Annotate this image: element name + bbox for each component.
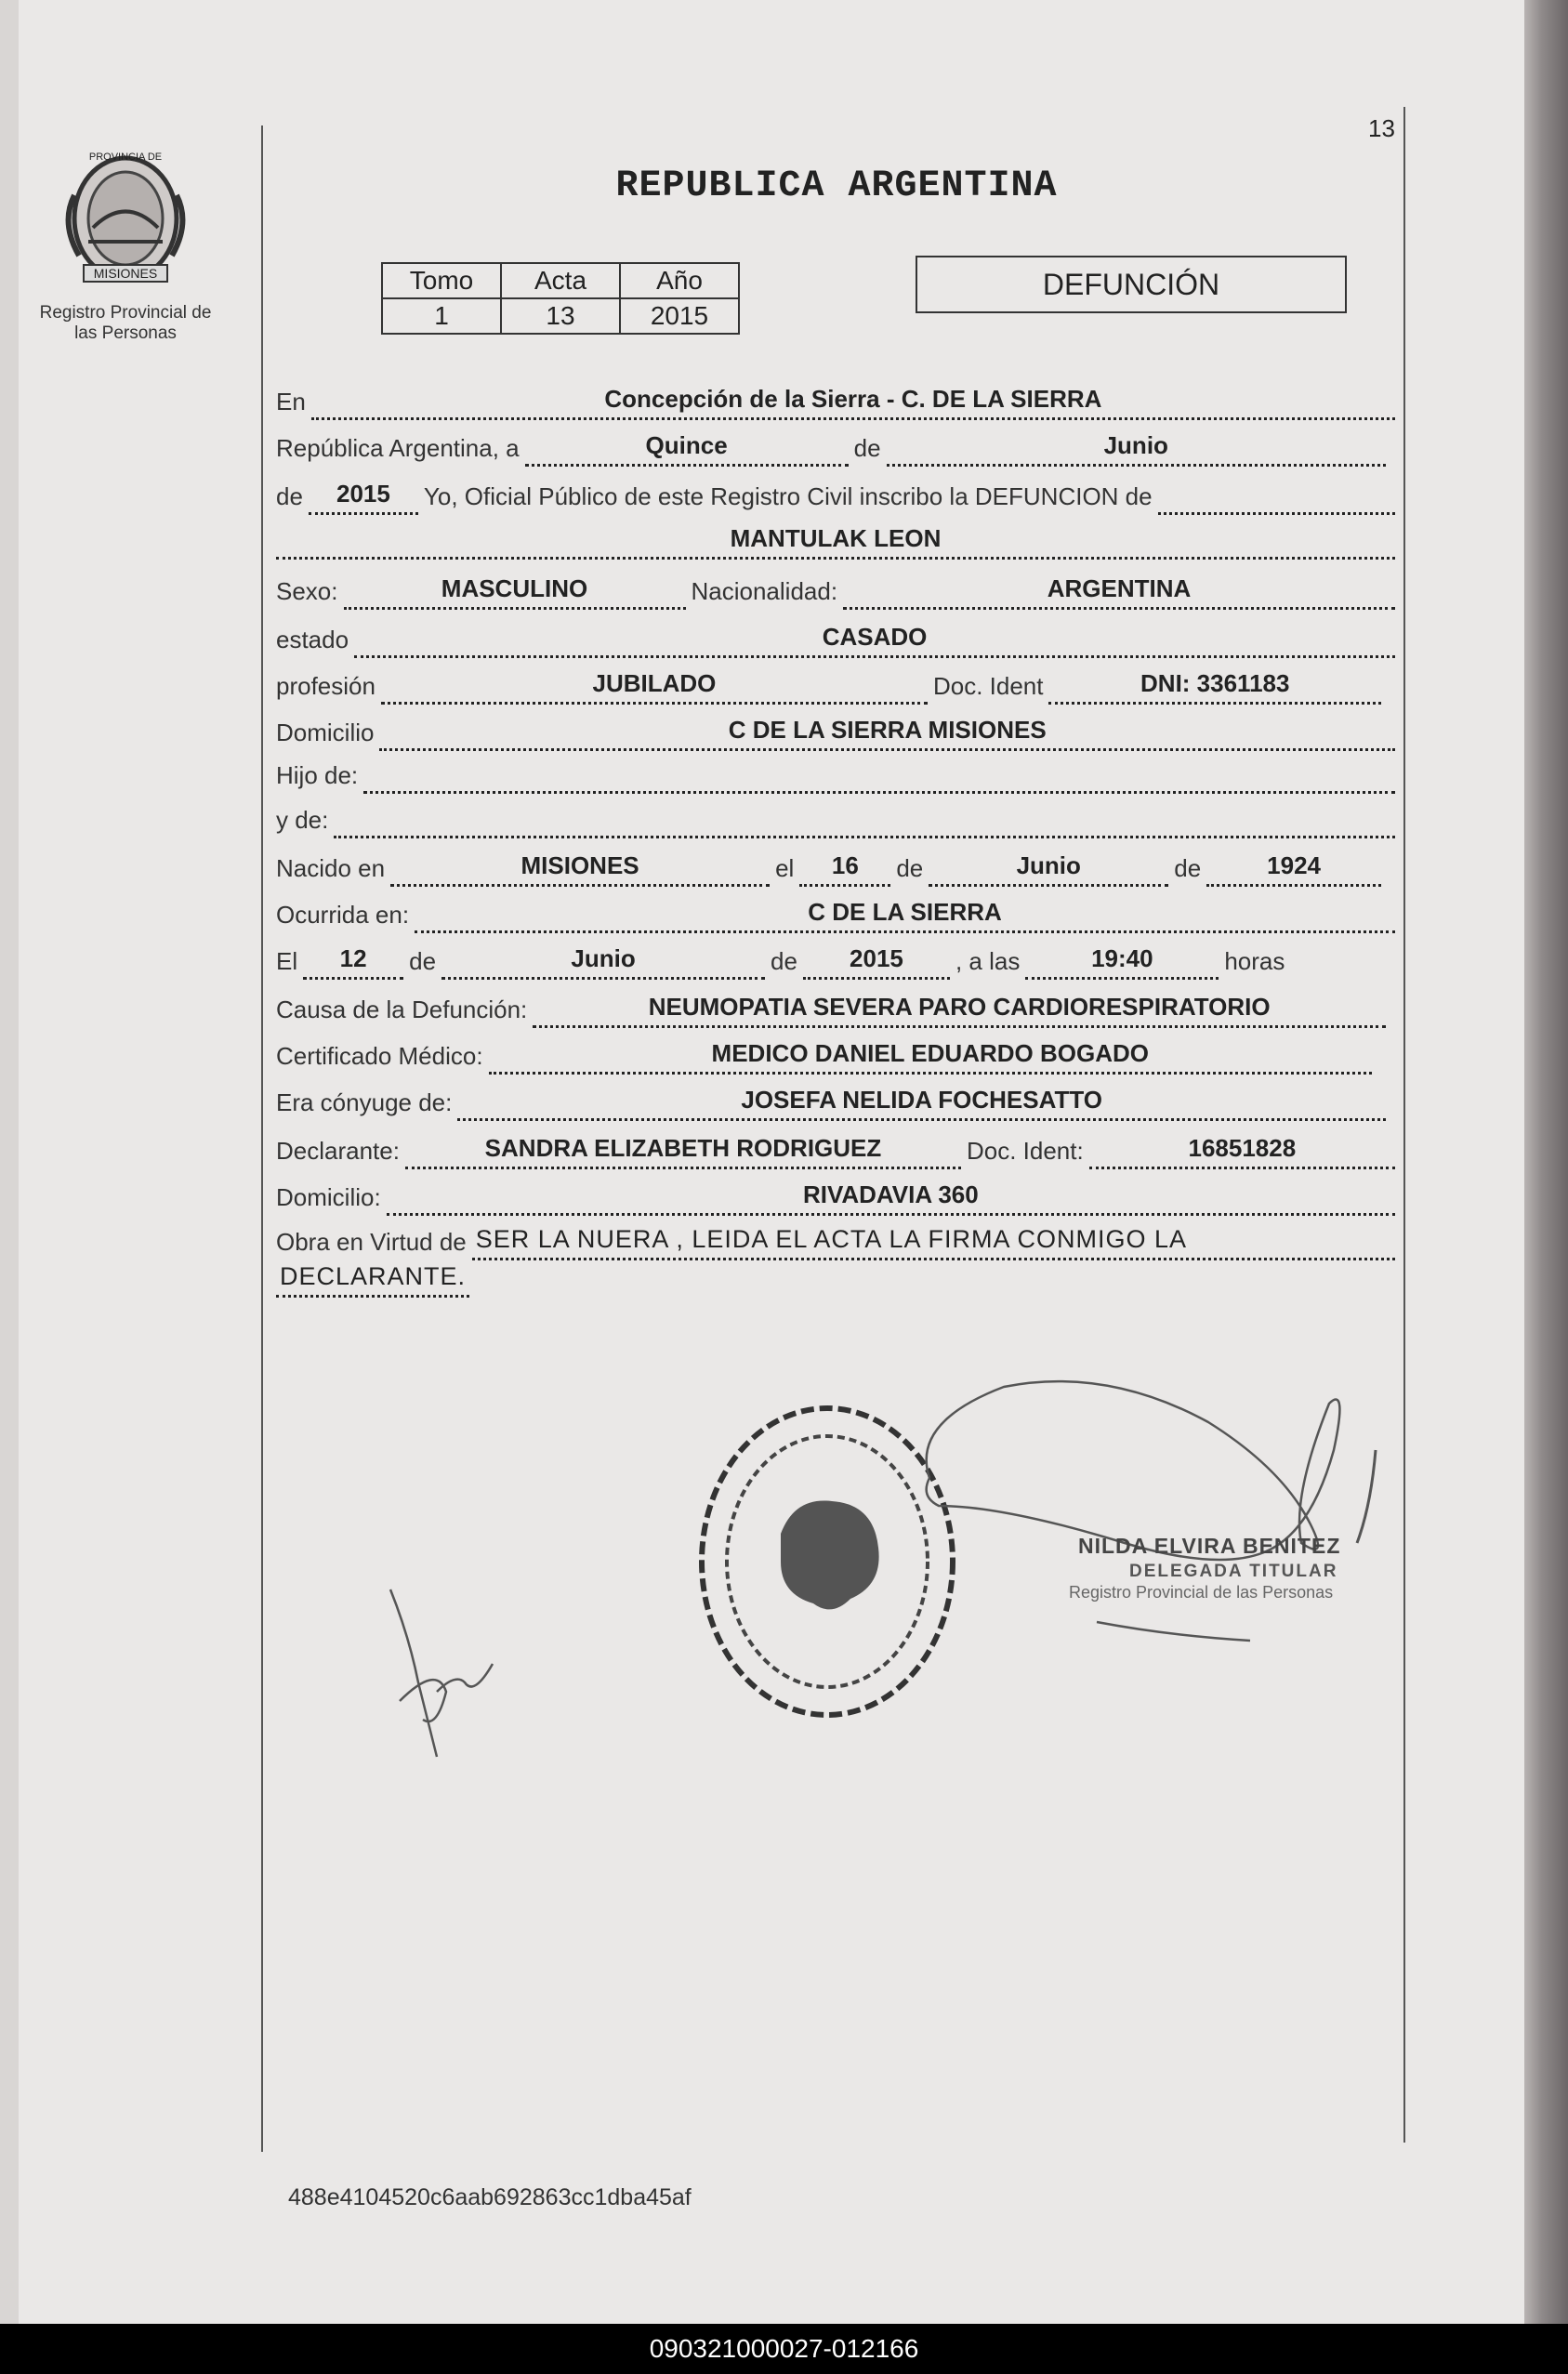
ref-value-acta: 13 — [501, 298, 620, 334]
label-yde: y de: — [276, 806, 329, 834]
row-domicilio2 — [276, 1179, 1401, 1216]
official-stamp-org: Registro Provincial de las Personas — [1069, 1583, 1334, 1602]
provincial-seal-icon — [56, 139, 195, 288]
field-nacido-dia: 16 — [799, 851, 890, 887]
row-declarante — [276, 1132, 1401, 1169]
field-dia-texto: Quince — [525, 431, 849, 467]
page-number: 13 — [1368, 114, 1395, 142]
label-causa: Causa de la Defunción: — [276, 996, 528, 1023]
document-hash: 488e4104520c6aab692863cc1dba45af — [288, 2184, 692, 2210]
label-de-nac2: de — [1174, 854, 1202, 882]
document-type-box: DEFUNCIÓN — [916, 256, 1347, 313]
row-anio — [276, 478, 1401, 515]
field-doc-ident: DNI: 3361183 — [1048, 669, 1381, 705]
label-doc-ident2: Doc. Ident: — [966, 1137, 1084, 1165]
field-def-dia: 12 — [303, 944, 403, 980]
official-stamp-role: DELEGADA TITULAR — [1129, 1562, 1338, 1581]
field-blank — [1158, 508, 1395, 515]
label-en: En — [276, 388, 306, 415]
field-domicilio2: RIVADAVIA 360 — [387, 1180, 1395, 1216]
field-obra-line2: DECLARANTE. — [276, 1262, 469, 1298]
field-nombre: MANTULAK LEON — [276, 524, 1395, 560]
label-sexo: Sexo: — [276, 577, 338, 605]
ref-header-anio: Año — [620, 263, 739, 298]
inscribo-text: Yo, Oficial Público de este Registro Civil inscribo la DEFUNCION de — [423, 482, 1153, 510]
row-domicilio — [276, 714, 1401, 751]
left-margin-line — [261, 125, 263, 2152]
label-declarante: Declarante: — [276, 1137, 400, 1165]
field-conyuge: JOSEFA NELIDA FOCHESATTO — [457, 1086, 1386, 1121]
official-signature-icon — [892, 1366, 1413, 1664]
label-El: El — [276, 947, 298, 975]
field-declarante: SANDRA ELIZABETH RODRIGUEZ — [405, 1134, 961, 1169]
label-nacido: Nacido en — [276, 854, 386, 882]
field-ocurrida: C DE LA SIERRA — [415, 898, 1395, 933]
field-def-anio: 2015 — [803, 944, 950, 980]
ref-header-acta: Acta — [501, 263, 620, 298]
declarant-signature-icon — [381, 1580, 520, 1766]
seal-caption: Registro Provincial de las Personas — [39, 303, 212, 343]
label-doc-ident: Doc. Ident — [932, 672, 1044, 700]
label-obra: Obra en Virtud de — [276, 1228, 467, 1256]
label-conyuge: Era cónyuge de: — [276, 1088, 453, 1116]
ref-value-anio: 2015 — [620, 298, 739, 334]
field-estado: CASADO — [354, 623, 1395, 658]
row-causa — [276, 991, 1391, 1028]
field-sexo: MASCULINO — [344, 574, 686, 610]
row-obra-2 — [276, 1260, 555, 1298]
row-hijo — [276, 757, 1401, 794]
label-certificado: Certificado Médico: — [276, 1042, 483, 1070]
reference-table — [381, 262, 740, 335]
label-de: de — [853, 434, 881, 462]
ref-value-tomo: 1 — [382, 298, 501, 334]
field-hora: 19:40 — [1025, 944, 1219, 980]
field-doc-ident2: 16851828 — [1089, 1134, 1395, 1169]
label-de-nac: de — [896, 854, 924, 882]
row-obra — [276, 1223, 1401, 1260]
ref-header-tomo: Tomo — [382, 263, 501, 298]
row-estado — [276, 621, 1401, 658]
label-domicilio2: Domicilio: — [276, 1183, 381, 1211]
field-mes: Junio — [887, 431, 1386, 467]
label-estado: estado — [276, 626, 349, 653]
row-ocurrida — [276, 896, 1401, 933]
label-de-def: de — [409, 947, 437, 975]
footer-code: 090321000027-012166 — [649, 2334, 919, 2363]
field-nacido-mes: Junio — [929, 851, 1168, 887]
row-profesion — [276, 667, 1387, 705]
field-def-mes: Junio — [441, 944, 765, 980]
book-spine — [1524, 0, 1568, 2324]
label-de-anio: de — [276, 482, 303, 510]
right-margin-line — [1403, 107, 1405, 2143]
field-yde — [334, 832, 1395, 838]
row-lugar — [276, 383, 1401, 420]
row-nombre — [276, 522, 1401, 560]
row-certificado — [276, 1037, 1377, 1075]
row-defuncion-fecha — [276, 943, 1401, 980]
field-nacionalidad: ARGENTINA — [843, 574, 1395, 610]
row-sexo — [276, 573, 1401, 610]
svg-text:PROVINCIA DE: PROVINCIA DE — [88, 152, 163, 163]
svg-text:MISIONES: MISIONES — [93, 266, 158, 281]
label-alas: , a las — [955, 947, 1021, 975]
footer-code-band — [0, 2324, 1568, 2374]
field-nacido-anio: 1924 — [1206, 851, 1381, 887]
field-hijo — [363, 787, 1395, 794]
label-ocurrida: Ocurrida en: — [276, 901, 410, 929]
label-horas: horas — [1224, 947, 1285, 975]
row-yde — [276, 801, 1401, 838]
field-nacido-lugar: MISIONES — [390, 851, 770, 887]
field-certificado: MEDICO DANIEL EDUARDO BOGADO — [489, 1039, 1372, 1075]
document-title: REPUBLICA ARGENTINA — [615, 165, 1058, 207]
label-de-def2: de — [771, 947, 797, 975]
row-fecha — [276, 429, 1391, 467]
label-domicilio: Domicilio — [276, 719, 375, 746]
label-profesion: profesión — [276, 672, 376, 700]
label-hijo: Hijo de: — [276, 761, 359, 789]
field-obra-line1: SER LA NUERA , LEIDA EL ACTA LA FIRMA CONMIGO LA — [472, 1225, 1395, 1260]
label-nacionalidad: Nacionalidad: — [691, 577, 838, 605]
label-el: el — [775, 854, 795, 882]
field-causa: NEUMOPATIA SEVERA PARO CARDIORESPIRATORIO — [533, 993, 1386, 1028]
field-domicilio: C DE LA SIERRA MISIONES — [379, 716, 1395, 751]
field-lugar: Concepción de la Sierra - C. DE LA SIERRA — [311, 385, 1395, 420]
official-stamp-name: NILDA ELVIRA BENITEZ — [1078, 1534, 1341, 1558]
label-republica: República Argentina, a — [276, 434, 520, 462]
field-profesion: JUBILADO — [381, 669, 928, 705]
field-anio: 2015 — [309, 480, 418, 515]
row-conyuge — [276, 1084, 1391, 1121]
row-nacido — [276, 850, 1387, 887]
